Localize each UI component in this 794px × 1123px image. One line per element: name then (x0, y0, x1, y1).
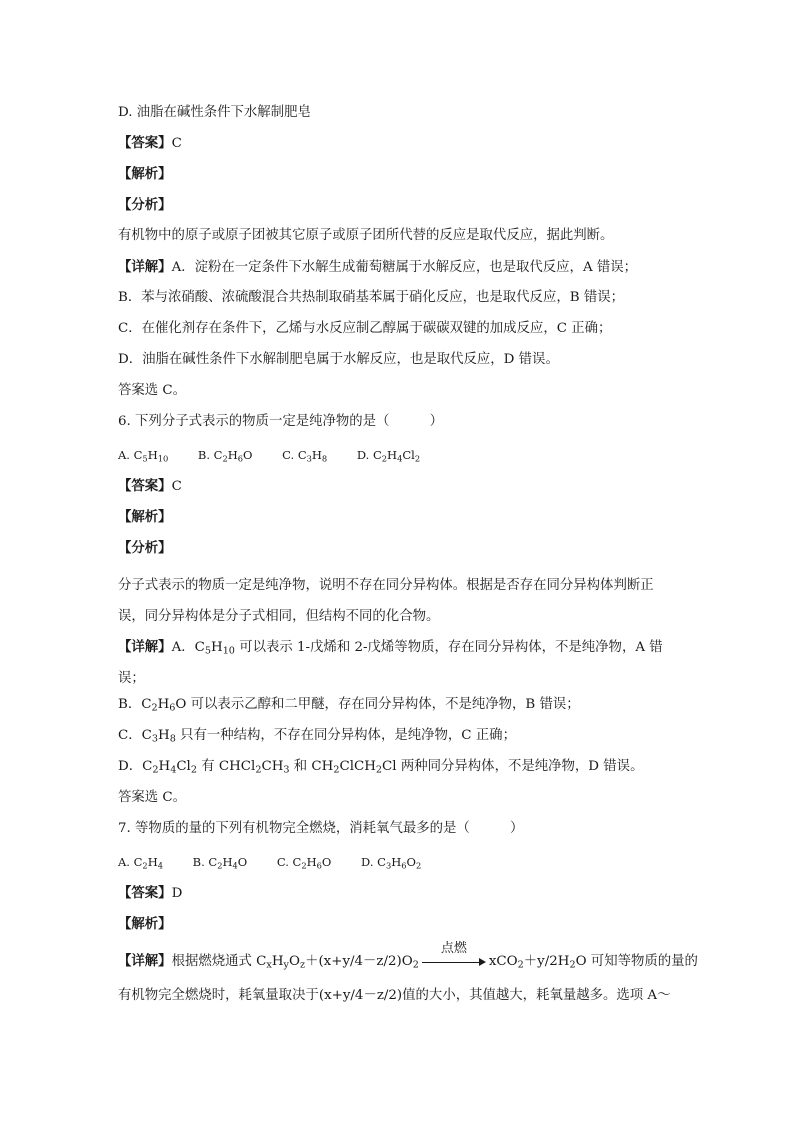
q6-detail-b: B．$C_2H_6O$ 可以表示乙醇和二甲醚，存在同分异构体，不是纯净物，B 错误； (118, 697, 580, 714)
q5-detail-d: D．油脂在碱性条件下水解制肥皂属于水解反应，也是取代反应，D 错误。 (118, 352, 559, 367)
answer-tag: 【答案】 (118, 885, 172, 901)
answer-value: D (171, 886, 183, 901)
q5-detail-b: B．苯与浓硝酸、浓硫酸混合共热制取硝基苯属于硝化反应，也是取代反应，B 错误； (118, 290, 624, 305)
q6-options (118, 446, 446, 464)
q7-option-d: D. $C_3H_6O_2$ (361, 855, 422, 871)
answer-value: C (171, 479, 182, 494)
q6-stem: 6. 下列分子式表示的物质一定是纯净物的是（ ） (118, 414, 444, 429)
q6-option-c: C. $C_3H_8$ (282, 448, 328, 464)
q5-detail-a (118, 258, 637, 277)
q6-detail-a: 【详解】A．$C_5H_{10}$ 可以表示 1-戊烯和 2-戊烯等物质，存在同分异构体，不是纯净物，A 错误； (118, 639, 663, 686)
q6-option-a: A. $C_5H_{10}$ (118, 448, 169, 464)
q5-fenxi-heading: 【分析】 (118, 197, 172, 213)
answer-value: C (171, 136, 182, 151)
detail-text: A．淀粉在一定条件下水解生成葡萄糖属于水解反应，也是取代反应，A 错误； (171, 260, 638, 275)
q6-detail-d: D．$C_2H_4Cl_2$ 有 $CHCl_2CH_3$ 和 $CH_2ClCH_2Cl$ 两种同分异构体，不是纯净物，D 错误。 (118, 759, 644, 776)
reaction-condition: 点燃 (440, 940, 467, 956)
q6-fenxi-heading: 【分析】 (118, 540, 172, 556)
q6-option-d: D. $C_2H_4Cl_2$ (356, 448, 421, 464)
detail-tag: 【详解】 (118, 953, 172, 969)
q6-answer (118, 477, 182, 496)
answer-tag: 【答案】 (118, 135, 172, 151)
q5-option-d: D. 油脂在碱性条件下水解制肥皂 (118, 105, 311, 120)
q7-option-a: A. $C_2H_4$ (118, 855, 163, 871)
q7-options (118, 853, 447, 871)
q6-final-answer: 答案选 C。 (118, 790, 187, 805)
q7-stem: 7. 等物质的量的下列有机物完全燃烧，消耗氧气最多的是（ ） (118, 821, 524, 836)
detail-tag: 【详解】 (118, 259, 172, 275)
q7-option-c: C. $C_2H_6O$ (276, 855, 332, 871)
q6-jiexi-heading: 【解析】 (118, 509, 172, 525)
q5-detail-c: C．在催化剂存在条件下，乙烯与水反应制乙醇属于碳碳双键的加成反应，C 正确； (118, 321, 612, 336)
q7-jiexi-heading: 【解析】 (118, 916, 172, 932)
q7-answer (118, 884, 182, 903)
q7-detail-tail: 有机物完全燃烧时，耗氧量取决于(x+y/4－z/2)值的大小，其值越大，耗氧量越多。选项 A～ (118, 988, 671, 1003)
q6-analysis-text: 分子式表示的物质一定是纯净物，说明不存在同分异构体。根据是否存在同分异构体判断正误，同分异构体是分子式相同，但结构不同的化合物。 (118, 578, 654, 624)
detail-tag: 【详解】 (118, 639, 172, 655)
q5-analysis-text: 有机物中的原子或原子团被其它原子或原子团所代替的反应是取代反应，据此判断。 (118, 228, 614, 243)
reaction-arrow (422, 940, 486, 969)
q6-option-b: B. $C_2H_6O$ (197, 448, 253, 464)
q7-detail-formula: 【详解】根据燃烧通式 $C_xH_yO_z+(x+y/4-z/2)O_2$ 点燃 $xCO_2+y/2H_2O$ 可知等物质的量的 (118, 940, 698, 971)
q5-jiexi-heading: 【解析】 (118, 166, 172, 182)
q6-detail-c: C．$C_3H_8$ 只有一种结构，不存在同分异构体，是纯净物，C 正确； (118, 728, 516, 745)
q5-answer (118, 134, 182, 153)
q7-option-b: B. $C_2H_4O$ (192, 855, 248, 871)
answer-tag: 【答案】 (118, 478, 172, 494)
q5-final-answer: 答案选 C。 (118, 383, 187, 398)
